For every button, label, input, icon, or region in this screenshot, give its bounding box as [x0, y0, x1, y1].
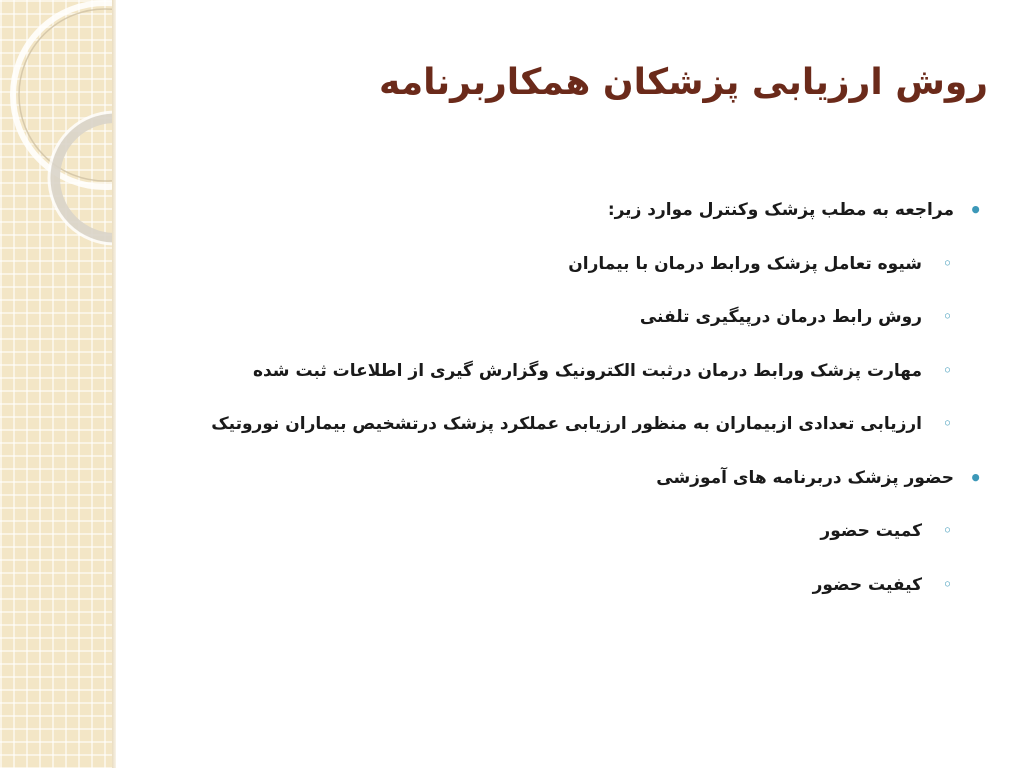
bullet-list	[194, 192, 982, 620]
list-item	[194, 460, 982, 514]
sidebar-edge	[112, 0, 116, 768]
list-item	[194, 513, 954, 567]
bullet-icon: •	[969, 465, 982, 490]
bullet-icon: •	[969, 198, 982, 222]
hollow-bullet-icon: ◦	[943, 576, 952, 593]
list-item-text: روش رابط درمان درپیگیری تلفنی	[639, 307, 922, 327]
list-item	[194, 192, 982, 246]
hollow-bullet-icon: ◦	[943, 523, 952, 539]
hollow-bullet-icon: ◦	[943, 309, 952, 325]
list-item	[194, 246, 954, 300]
list-item	[194, 567, 954, 621]
list-item-text: مراجعه به مطب پزشک وکنترل موارد زیر:	[607, 200, 954, 220]
decorative-sidebar	[0, 0, 112, 768]
slide-title: روش ارزیابی پزشکان همکاربرنامه	[379, 62, 988, 103]
list-item-text: مهارت پزشک ورابط درمان درثبت الکترونیک وگزارش گیری از اطلاعات ثبت شده	[252, 360, 922, 381]
list-item	[194, 353, 954, 407]
list-item	[194, 406, 954, 460]
list-item-text: ارزیابی تعدادی ازبیماران به منظور ارزیابی عملکرد پزشک درتشخیص بیماران نوروتیک	[211, 414, 922, 434]
hollow-bullet-icon: ◦	[943, 362, 952, 379]
list-item-text: کمیت حضور	[820, 521, 922, 541]
list-item	[194, 299, 954, 353]
decorative-rings	[0, 0, 112, 768]
list-item-text: حضور پزشک دربرنامه های آموزشی	[656, 467, 954, 488]
list-item-text: کیفیت حضور	[812, 574, 922, 595]
hollow-bullet-icon: ◦	[943, 255, 952, 272]
list-item-text: شیوه تعامل پزشک ورابط درمان با بیماران	[568, 253, 922, 274]
hollow-bullet-icon: ◦	[943, 416, 952, 432]
